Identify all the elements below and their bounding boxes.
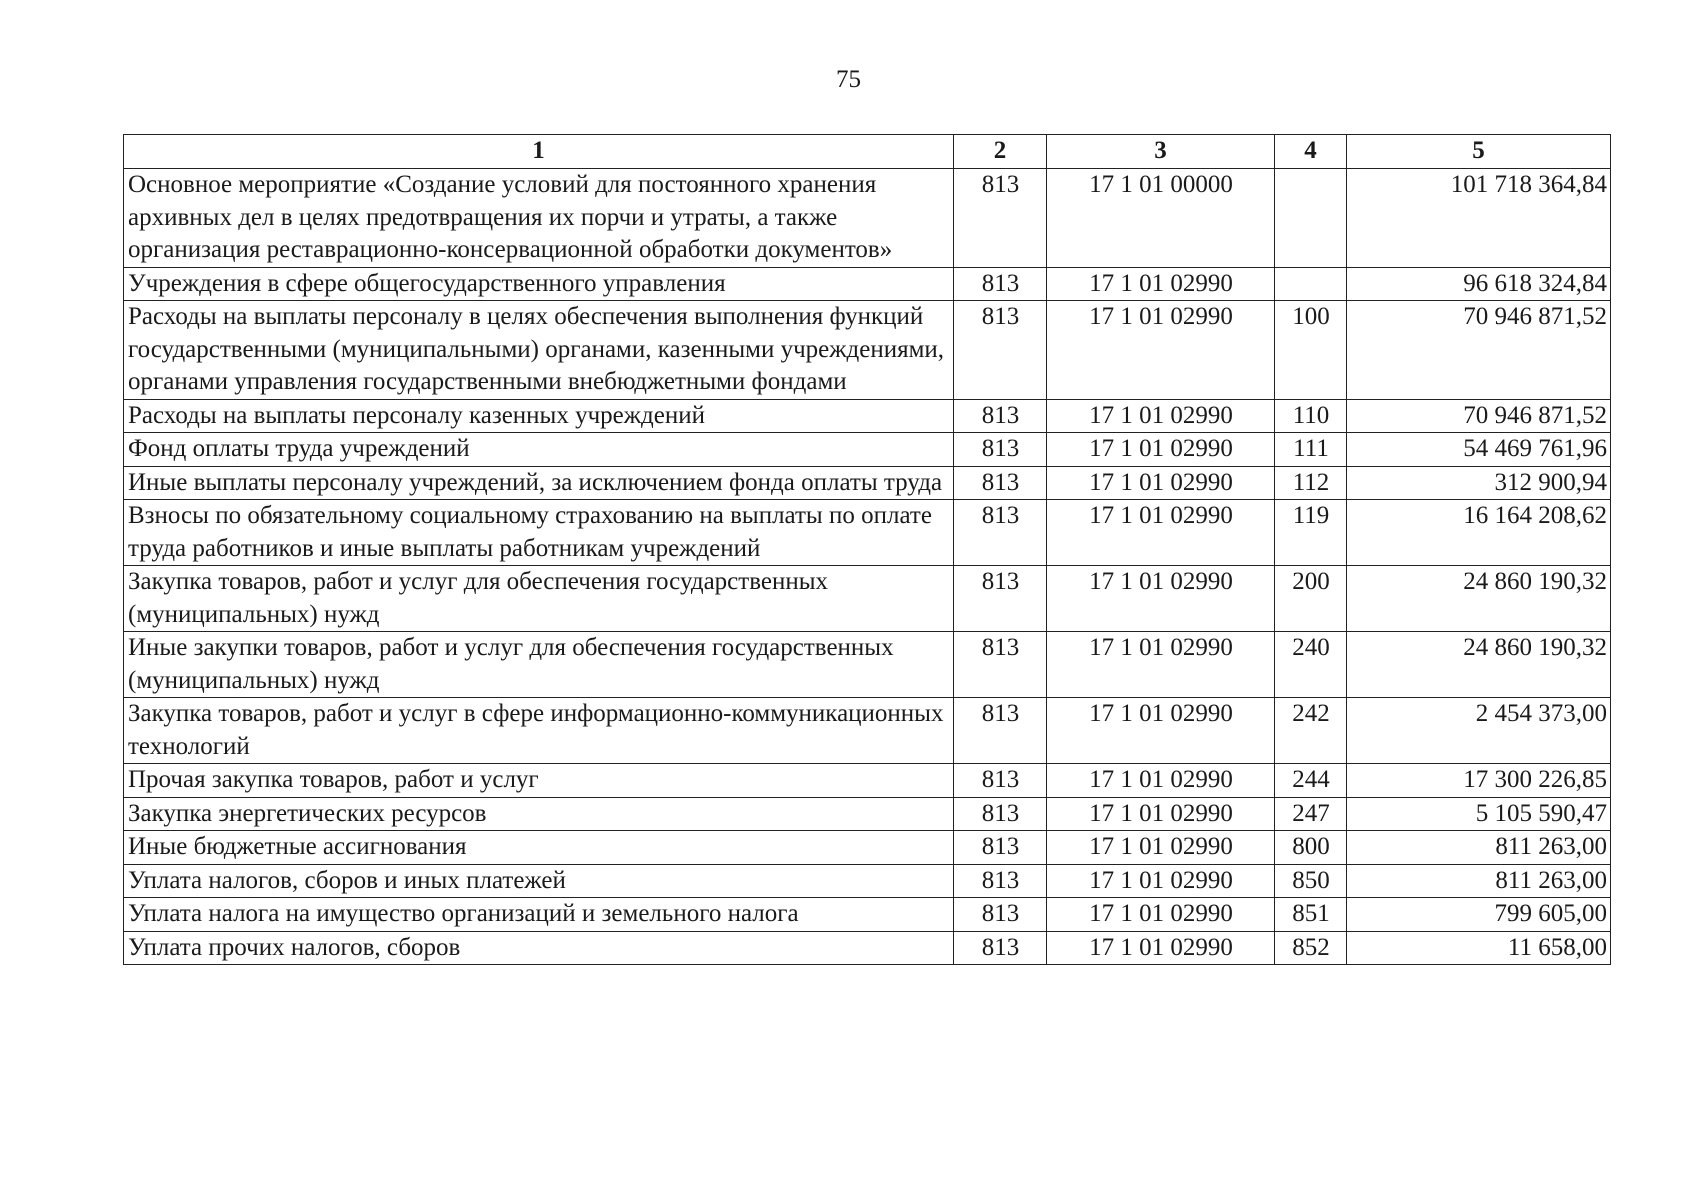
row-ministry-code: 813 (954, 632, 1047, 698)
page-number: 75 (836, 66, 861, 93)
row-name: Учреждения в сфере общегосударственного управления (124, 267, 954, 301)
row-ministry-code: 813 (954, 399, 1047, 433)
table-row (124, 267, 1611, 301)
table-row (124, 169, 1611, 268)
row-target-article: 17 1 01 02990 (1047, 267, 1275, 301)
table-row (124, 764, 1611, 798)
table-body (124, 169, 1611, 965)
table-row (124, 466, 1611, 500)
row-target-article: 17 1 01 02990 (1047, 566, 1275, 632)
row-amount: 70 946 871,52 (1347, 399, 1611, 433)
row-amount: 16 164 208,62 (1347, 500, 1611, 566)
row-expense-type: 100 (1275, 301, 1347, 400)
table-row (124, 399, 1611, 433)
row-amount: 54 469 761,96 (1347, 433, 1611, 467)
row-amount: 799 605,00 (1347, 898, 1611, 932)
row-target-article: 17 1 01 02990 (1047, 301, 1275, 400)
row-amount: 312 900,94 (1347, 466, 1611, 500)
table-row (124, 632, 1611, 698)
row-ministry-code: 813 (954, 797, 1047, 831)
row-ministry-code: 813 (954, 764, 1047, 798)
row-target-article: 17 1 01 00000 (1047, 169, 1275, 268)
row-target-article: 17 1 01 02990 (1047, 797, 1275, 831)
row-ministry-code: 813 (954, 466, 1047, 500)
row-target-article: 17 1 01 02990 (1047, 433, 1275, 467)
row-target-article: 17 1 01 02990 (1047, 698, 1275, 764)
row-name: Расходы на выплаты персоналу в целях обеспечения выполнения функций государственными (муниципальными) органами, казенными учреждениями, органами управления государственными внебюджетными фондами (124, 301, 954, 400)
row-name: Фонд оплаты труда учреждений (124, 433, 954, 467)
row-amount: 5 105 590,47 (1347, 797, 1611, 831)
header-col-2: 2 (954, 135, 1047, 169)
row-target-article: 17 1 01 02990 (1047, 466, 1275, 500)
table-row (124, 797, 1611, 831)
table-row (124, 698, 1611, 764)
row-name: Уплата налога на имущество организаций и земельного налога (124, 898, 954, 932)
row-name: Уплата прочих налогов, сборов (124, 931, 954, 965)
row-target-article: 17 1 01 02990 (1047, 831, 1275, 865)
row-name: Закупка товаров, работ и услуг для обеспечения государственных (муниципальных) нужд (124, 566, 954, 632)
table-row (124, 931, 1611, 965)
table-row (124, 566, 1611, 632)
header-col-4: 4 (1275, 135, 1347, 169)
row-target-article: 17 1 01 02990 (1047, 764, 1275, 798)
row-ministry-code: 813 (954, 931, 1047, 965)
row-amount: 811 263,00 (1347, 864, 1611, 898)
row-expense-type: 240 (1275, 632, 1347, 698)
budget-table (123, 134, 1611, 965)
header-row (124, 135, 1611, 169)
row-name: Уплата налогов, сборов и иных платежей (124, 864, 954, 898)
row-amount: 11 658,00 (1347, 931, 1611, 965)
table-header (124, 135, 1611, 169)
row-expense-type: 851 (1275, 898, 1347, 932)
row-target-article: 17 1 01 02990 (1047, 931, 1275, 965)
table-row (124, 831, 1611, 865)
row-ministry-code: 813 (954, 698, 1047, 764)
row-ministry-code: 813 (954, 267, 1047, 301)
row-amount: 811 263,00 (1347, 831, 1611, 865)
row-target-article: 17 1 01 02990 (1047, 864, 1275, 898)
row-expense-type: 247 (1275, 797, 1347, 831)
table-row (124, 864, 1611, 898)
row-expense-type: 242 (1275, 698, 1347, 764)
row-name: Прочая закупка товаров, работ и услуг (124, 764, 954, 798)
row-ministry-code: 813 (954, 831, 1047, 865)
header-col-5: 5 (1347, 135, 1611, 169)
row-ministry-code: 813 (954, 898, 1047, 932)
row-target-article: 17 1 01 02990 (1047, 500, 1275, 566)
row-expense-type: 244 (1275, 764, 1347, 798)
row-expense-type: 852 (1275, 931, 1347, 965)
row-name: Основное мероприятие «Создание условий для постоянного хранения архивных дел в целях предотвращения их порчи и утраты, а также организация реставрационно-консервационной обработки документов» (124, 169, 954, 268)
row-ministry-code: 813 (954, 433, 1047, 467)
row-expense-type: 850 (1275, 864, 1347, 898)
row-expense-type (1275, 267, 1347, 301)
row-name: Закупка товаров, работ и услуг в сфере информационно-коммуникационных технологий (124, 698, 954, 764)
row-amount: 101 718 364,84 (1347, 169, 1611, 268)
row-expense-type: 112 (1275, 466, 1347, 500)
row-amount: 96 618 324,84 (1347, 267, 1611, 301)
row-target-article: 17 1 01 02990 (1047, 898, 1275, 932)
row-expense-type: 200 (1275, 566, 1347, 632)
row-expense-type: 110 (1275, 399, 1347, 433)
row-amount: 24 860 190,32 (1347, 632, 1611, 698)
row-amount: 24 860 190,32 (1347, 566, 1611, 632)
table-row (124, 433, 1611, 467)
row-ministry-code: 813 (954, 500, 1047, 566)
row-expense-type (1275, 169, 1347, 268)
row-amount: 17 300 226,85 (1347, 764, 1611, 798)
row-expense-type: 119 (1275, 500, 1347, 566)
row-ministry-code: 813 (954, 301, 1047, 400)
row-name: Иные бюджетные ассигнования (124, 831, 954, 865)
row-name: Иные выплаты персоналу учреждений, за исключением фонда оплаты труда (124, 466, 954, 500)
header-col-1: 1 (124, 135, 954, 169)
row-ministry-code: 813 (954, 864, 1047, 898)
row-target-article: 17 1 01 02990 (1047, 399, 1275, 433)
row-name: Расходы на выплаты персоналу казенных учреждений (124, 399, 954, 433)
row-name: Взносы по обязательному социальному страхованию на выплаты по оплате труда работников и иные выплаты работникам учреждений (124, 500, 954, 566)
row-name: Закупка энергетических ресурсов (124, 797, 954, 831)
row-target-article: 17 1 01 02990 (1047, 632, 1275, 698)
table-row (124, 898, 1611, 932)
row-amount: 70 946 871,52 (1347, 301, 1611, 400)
header-col-3: 3 (1047, 135, 1275, 169)
row-ministry-code: 813 (954, 566, 1047, 632)
row-name: Иные закупки товаров, работ и услуг для обеспечения государственных (муниципальных) нужд (124, 632, 954, 698)
table-row (124, 500, 1611, 566)
row-expense-type: 111 (1275, 433, 1347, 467)
table-row (124, 301, 1611, 400)
row-ministry-code: 813 (954, 169, 1047, 268)
row-amount: 2 454 373,00 (1347, 698, 1611, 764)
row-expense-type: 800 (1275, 831, 1347, 865)
